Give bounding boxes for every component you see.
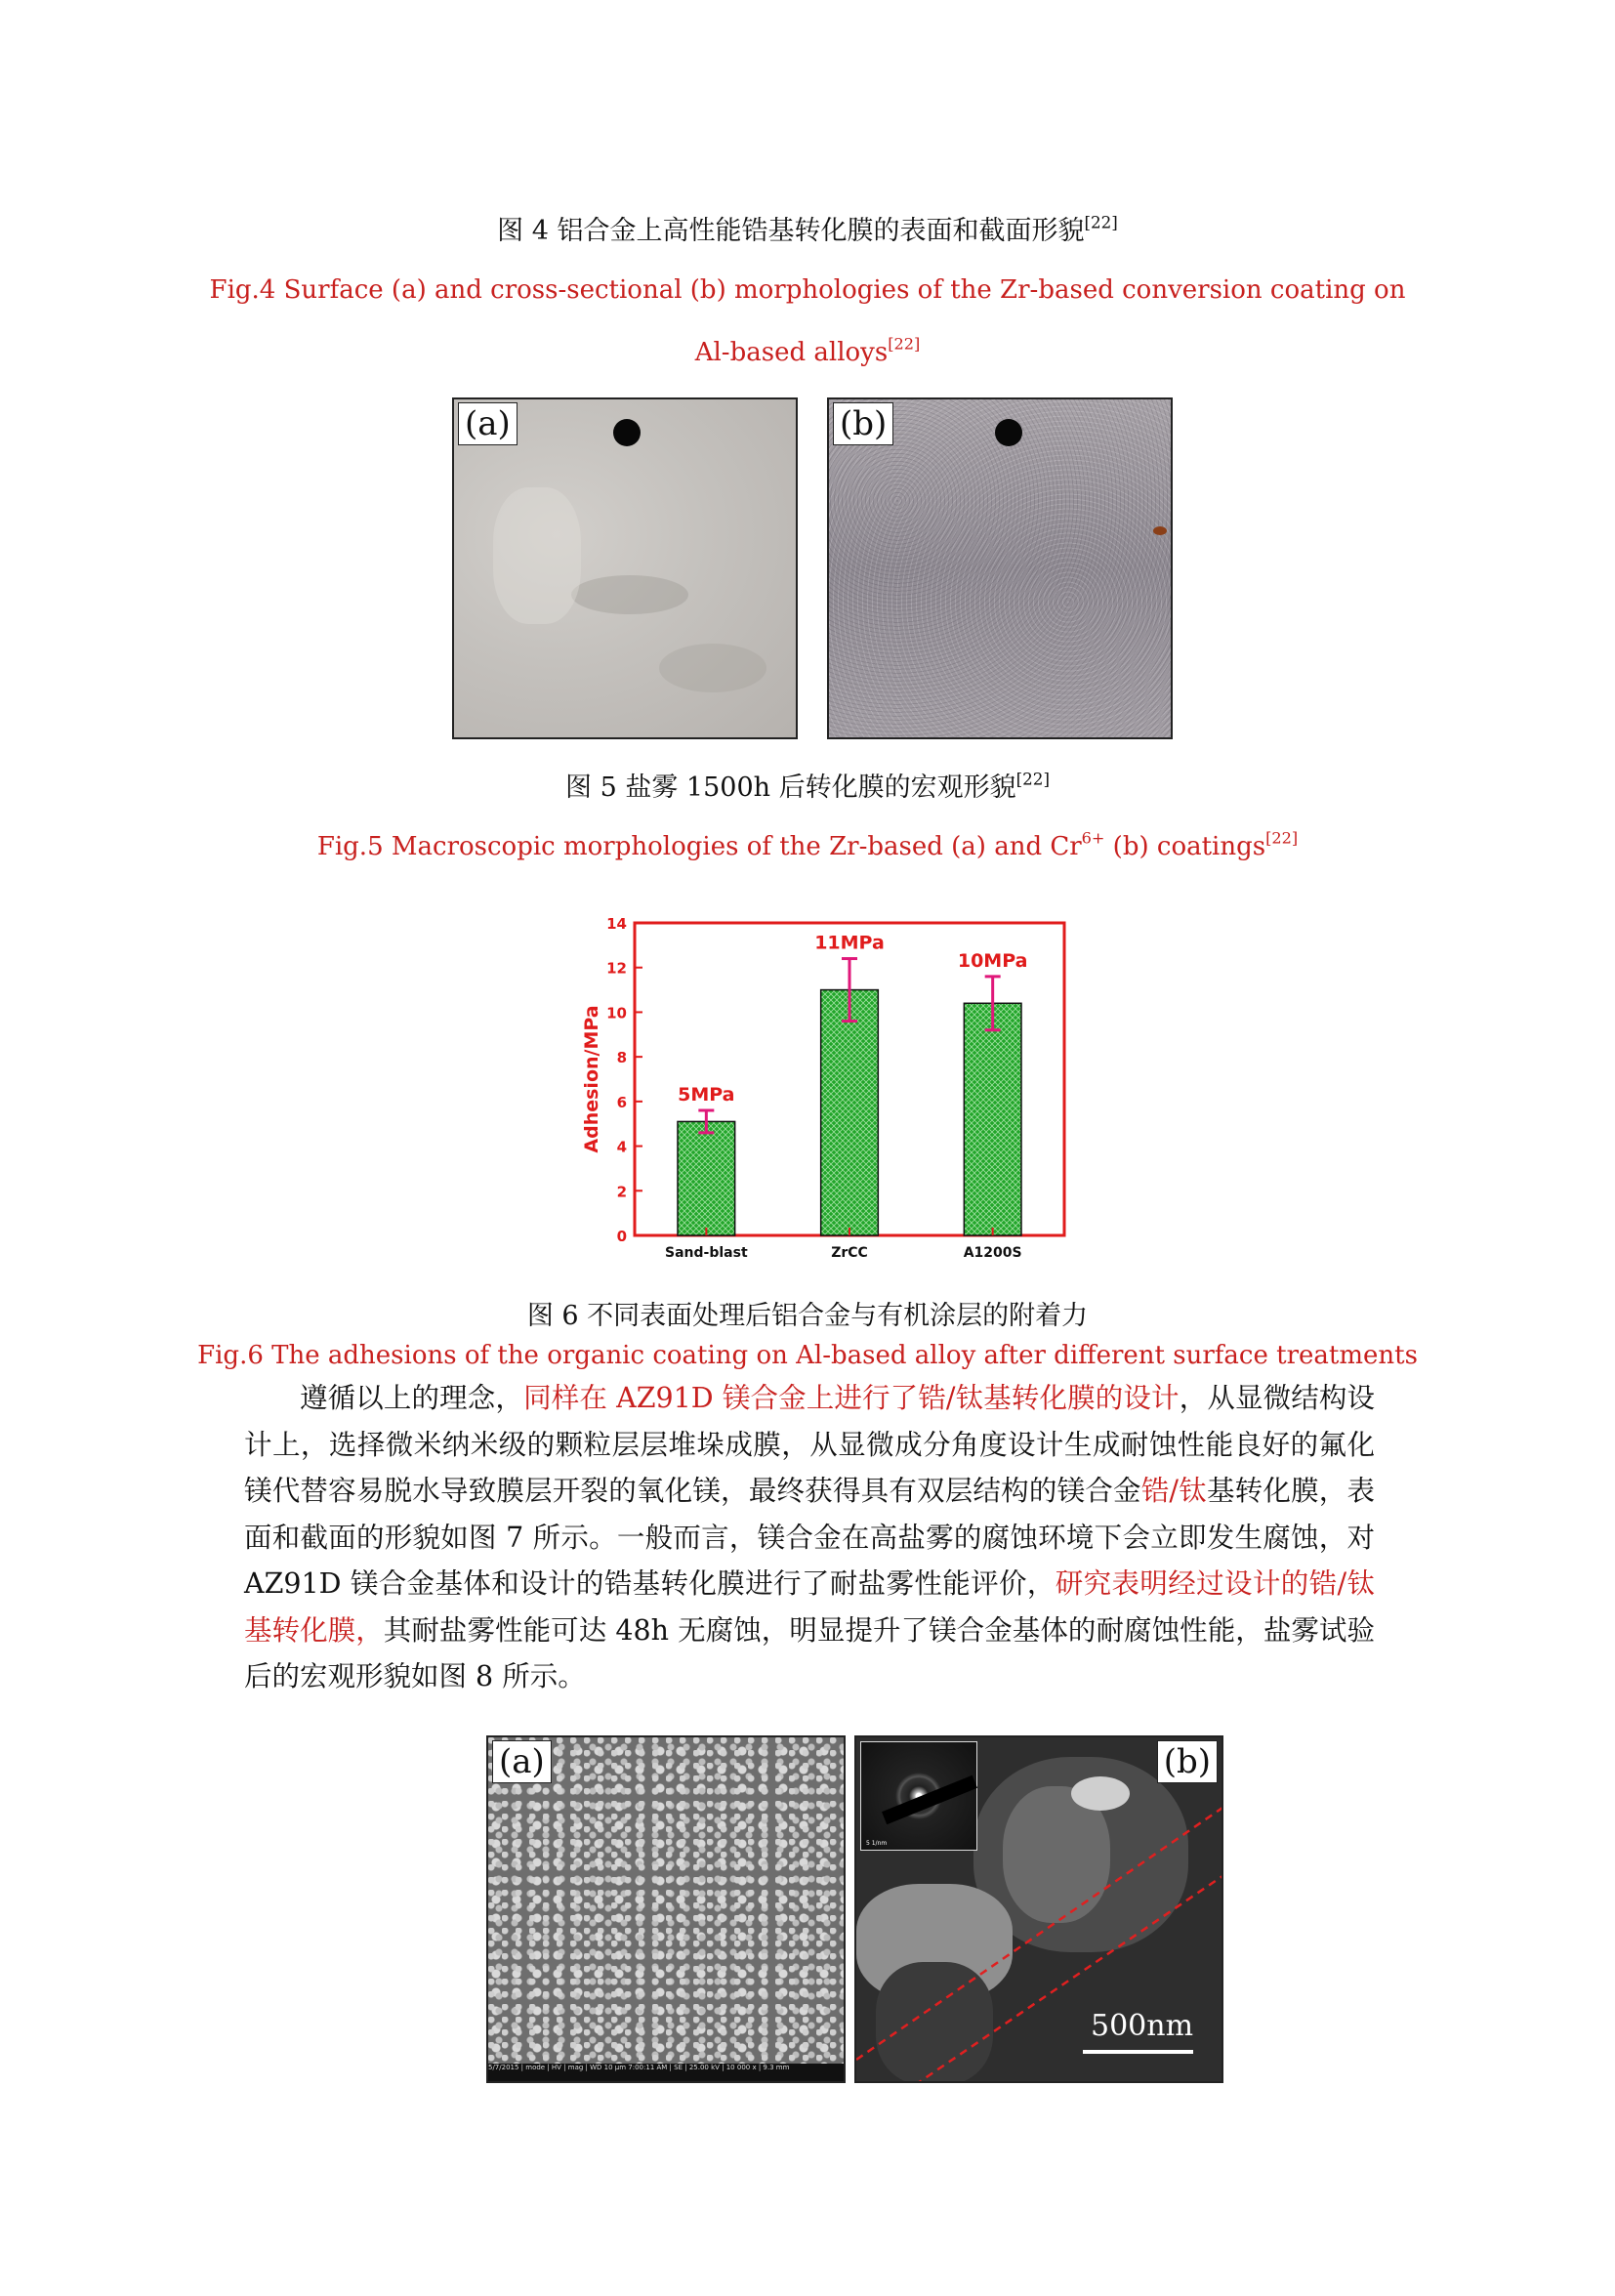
y-axis-ticks bbox=[606, 915, 642, 1245]
body-paragraph: 遵循以上的理念，同样在 AZ91D 镁合金上进行了锆/钛基转化膜的设计，从显微结构设计上，选择微米纳米级的颗粒层层堆垛成膜，从显微成分角度设计生成耐蚀性能良好的氟化镁代替容易脱水导致膜层开裂的氧化镁，最终获得具有双层结构的镁合金锆/钛基转化膜，表面和截面的形貌如图 7 所示。一般而言，镁合金在高盐雾的腐蚀环境下会立即发生腐蚀，对 AZ91D 镁合金基体和设计的锆基转化膜进行了耐盐雾性能评价，研究表明经过设计的锆/钛基转化膜，其耐盐雾性能可达 48h 无腐蚀，明显提升了镁合金基体的耐腐蚀性能，盐雾试验后的宏观形貌如图 8 所示。 bbox=[244, 1382, 1375, 1692]
fig4-caption-en-line2: Al-based alloys[22] bbox=[694, 334, 921, 367]
mounting-hole bbox=[613, 419, 641, 446]
x-tick-label: A1200S bbox=[963, 1245, 1022, 1261]
adhesion-bar-chart bbox=[547, 903, 1094, 1274]
data-label: 5MPa bbox=[678, 1084, 735, 1106]
scale-bar-label: 500nm bbox=[1091, 2009, 1194, 2043]
fig7-label-a: (a) bbox=[492, 1740, 552, 1783]
fig7-sem-image-a bbox=[486, 1735, 846, 2083]
bar bbox=[821, 990, 879, 1235]
fig5-label-b: (b) bbox=[833, 402, 893, 445]
bar bbox=[964, 1003, 1021, 1235]
x-tick-label: ZrCC bbox=[831, 1245, 868, 1261]
rust-spot bbox=[1153, 526, 1167, 535]
fig7-label-b: (b) bbox=[1157, 1740, 1218, 1783]
y-tick-label: 8 bbox=[616, 1049, 627, 1067]
y-tick-label: 4 bbox=[616, 1138, 627, 1156]
x-tick-label: Sand-blast bbox=[665, 1245, 748, 1261]
fig5-label-a: (a) bbox=[458, 402, 518, 445]
y-tick-label: 12 bbox=[606, 959, 627, 978]
fig7-tem-image-b bbox=[854, 1735, 1223, 2083]
sem-info-bar: 5/7/2015 | mode | HV | mag | WD 10 μm 7:00:11 AM | SE | 25.00 kV | 10 000 x | 9.3 mm bbox=[488, 2064, 844, 2081]
y-tick-label: 6 bbox=[616, 1093, 627, 1111]
fig4-caption-en-line1: Fig.4 Surface (a) and cross-sectional (b) morphologies of the Zr-based conversion coating on bbox=[209, 275, 1406, 305]
fig5-photo-a bbox=[452, 397, 798, 739]
fig6-caption-en: Fig.6 The adhesions of the organic coating on Al-based alloy after different surface treatments bbox=[197, 1341, 1418, 1370]
mounting-hole bbox=[995, 419, 1022, 446]
bars bbox=[678, 933, 1027, 1235]
fig5-caption-en: Fig.5 Macroscopic morphologies of the Zr-based (a) and $Cr^{6+}$ (b) coatings[22] bbox=[316, 828, 1299, 861]
fig5-caption-cn: 图 5 盐雾 1500h 后转化膜的宏观形貌[22] bbox=[565, 769, 1050, 803]
y-tick-label: 2 bbox=[616, 1183, 627, 1201]
y-tick-label: 0 bbox=[616, 1228, 627, 1245]
y-axis-label: Adhesion/MPa bbox=[581, 1005, 602, 1153]
data-label: 10MPa bbox=[957, 949, 1028, 972]
y-tick-label: 14 bbox=[606, 915, 627, 933]
saed-inset: 5 1/nm bbox=[860, 1741, 977, 1851]
data-label: 11MPa bbox=[814, 932, 885, 954]
fig6-caption-cn: 图 6 不同表面处理后铝合金与有机涂层的附着力 bbox=[526, 1301, 1089, 1331]
fig4-caption-cn: 图 4 铝合金上高性能锆基转化膜的表面和截面形貌[22] bbox=[497, 212, 1118, 246]
fig5-photo-b bbox=[827, 397, 1173, 739]
bar bbox=[678, 1121, 735, 1235]
y-tick-label: 10 bbox=[606, 1004, 627, 1023]
